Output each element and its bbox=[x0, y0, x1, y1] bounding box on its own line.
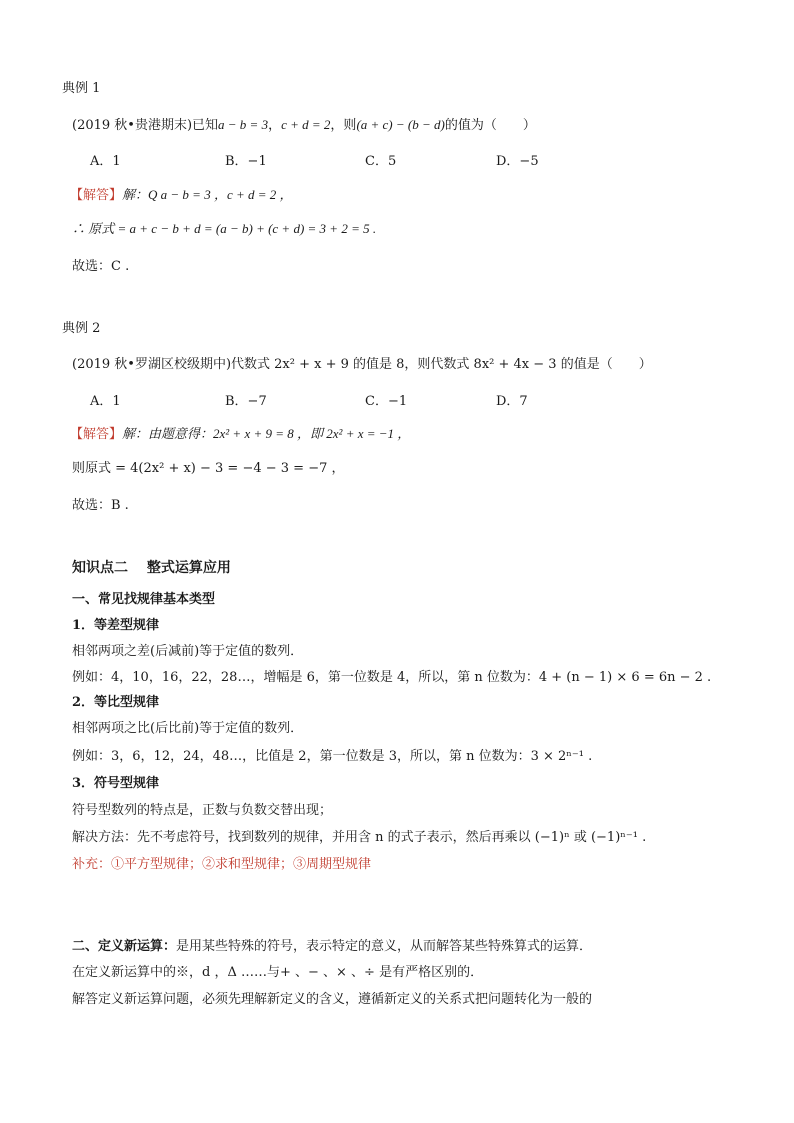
section-2-heading-bold: 二、定义新运算： bbox=[72, 939, 177, 954]
type-1-title: 1．等差型规律 bbox=[72, 618, 160, 633]
question-expr-2: c + d = 2 bbox=[281, 117, 331, 132]
supplement-note: 补充：①平方型规律；②求和型规律；③周期型规律 bbox=[72, 857, 372, 872]
example-2-option-c: C．−1 bbox=[365, 394, 408, 409]
question-expr-3: (a + c) − (b − d) bbox=[356, 117, 445, 132]
example-2-option-d: D．7 bbox=[496, 394, 528, 409]
section-2-line-2: 在定义新运算中的※，d ，Δ ……与+ 、− 、× 、÷ 是有严格区别的． bbox=[72, 965, 484, 980]
type-1-desc: 相邻两项之差(后减前)等于定值的数列． bbox=[72, 644, 304, 659]
type-1-example: 例如：4，10，16，22，28…，增幅是 6，第一位数是 4，所以，第 n 位数为：4 + (n − 1) × 6 = 6n − 2 . bbox=[72, 670, 712, 685]
example-2-answer-line-3: 故选：B . bbox=[72, 498, 129, 513]
knowledge-subheading-1: 一、常见找规律基本类型 bbox=[72, 592, 216, 607]
type-3-desc: 符号型数列的特点是，正数与负数交替出现； bbox=[72, 803, 333, 818]
answer-text: 解：由题意得：2x² + x + 9 = 8 ，即 2x² + x = −1 ， bbox=[122, 426, 411, 441]
knowledge-heading: 知识点二 整式运算应用 bbox=[72, 560, 231, 576]
type-2-example: 例如：3，6，12，24，48…，比值是 2，第一位数是 3，所以，第 n 位数为：3 × 2ⁿ⁻¹ . bbox=[72, 749, 593, 764]
type-3-title: 3．符号型规律 bbox=[72, 776, 160, 791]
example-1-option-d: D．−5 bbox=[496, 154, 539, 169]
question-expr-1: a − b = 3 bbox=[218, 117, 269, 132]
type-2-title: 2．等比型规律 bbox=[72, 695, 160, 710]
example-2-option-a: A．1 bbox=[90, 394, 121, 409]
example-2-question: (2019 秋•罗湖区校级期中)代数式 2x² + x + 9 的值是 8，则代数式 8x² + 4x − 3 的值是（ ） bbox=[72, 357, 652, 372]
example-2-answer-line-1 bbox=[70, 425, 410, 444]
example-2-option-b: B．−7 bbox=[225, 394, 267, 409]
answer-text: 解：Q a − b = 3 ，c + d = 2 ， bbox=[122, 187, 293, 202]
example-2-answer-line-2: 则原式 = 4(2x² + x) − 3 = −4 − 3 = −7 ， bbox=[72, 461, 345, 476]
answer-tag: 【解答】 bbox=[70, 188, 123, 203]
question-mid: ，则 bbox=[330, 118, 357, 133]
section-2-heading-rest: 是用某些特殊的符号，表示特定的意义，从而解答某些特殊算式的运算． bbox=[176, 939, 593, 954]
example-1-option-a: A．1 bbox=[90, 154, 121, 169]
section-2-line-3: 解答定义新运算问题，必须先理解新定义的含义，遵循新定义的关系式把问题转化为一般的 bbox=[72, 992, 593, 1007]
question-prefix: (2019 秋•贵港期末)已知 bbox=[72, 118, 219, 133]
example-2-title: 典例 2 bbox=[62, 321, 101, 336]
type-3-method: 解决方法：先不考虑符号，找到数列的规律，并用含 n 的式子表示，然后再乘以 (−1)ⁿ 或 (−1)ⁿ⁻¹ . bbox=[72, 830, 647, 845]
question-sep: ， bbox=[268, 118, 282, 133]
example-1-question bbox=[72, 116, 536, 135]
question-suffix: 的值为（ ） bbox=[444, 118, 536, 133]
example-1-answer-line-2: ∴ 原式 = a + c − b + d = (a − b) + (c + d) = 3 + 2 = 5 . bbox=[72, 221, 377, 236]
example-1-option-c: C．5 bbox=[365, 154, 397, 169]
example-1-title: 典例 1 bbox=[62, 81, 101, 96]
example-1-option-b: B．−1 bbox=[225, 154, 267, 169]
section-2-heading bbox=[72, 938, 592, 956]
example-1-answer-line-1 bbox=[70, 186, 293, 205]
answer-tag: 【解答】 bbox=[70, 427, 123, 442]
type-2-desc: 相邻两项之比(后比前)等于定值的数列． bbox=[72, 721, 304, 736]
example-1-answer-line-3: 故选：C . bbox=[72, 259, 130, 274]
